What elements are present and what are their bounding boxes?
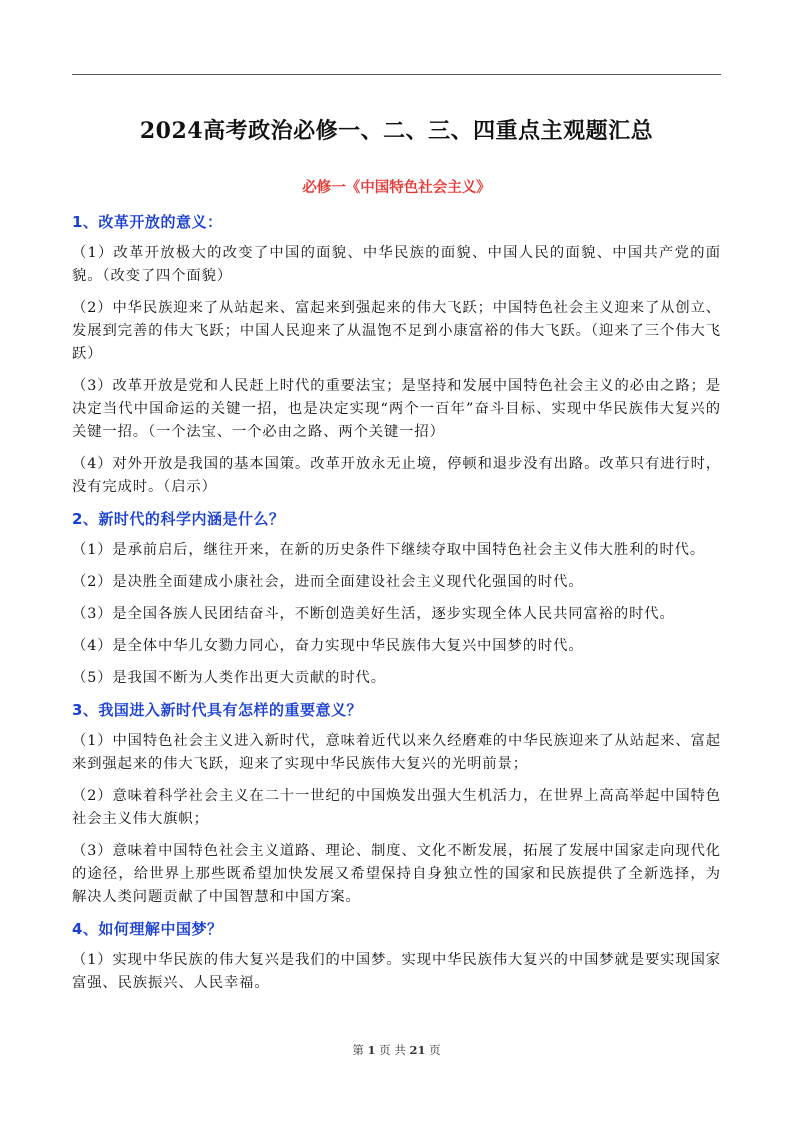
page-footer <box>0 1042 793 1058</box>
paragraph: （3）改革开放是党和人民赶上时代的重要法宝；是坚持和发展中国特色社会主义的必由之路；是决定当代中国命运的关键一招，也是决定实现“两个一百年”奋斗目标、实现中华民族伟大复兴的关键一招。（一个法宝、一个必由之路、两个关键一招） <box>72 378 721 440</box>
question-4 <box>72 918 721 995</box>
document-body <box>72 178 721 1004</box>
footer-total-pages: 21 <box>409 1043 426 1057</box>
paragraph: （1）是承前启后，继往开来，在新的历史条件下继续夺取中国特色社会主义伟大胜利的时代。 <box>72 542 706 558</box>
paragraph: （1）实现中华民族的伟大复兴是我们的中国梦。实现中华民族伟大复兴的中国梦就是要实现国家富强、民族振兴、人民幸福。 <box>72 952 721 991</box>
section-title: 必修一《中国特色社会主义》 <box>302 180 491 196</box>
paragraph: （4）对外开放是我国的基本国策。改革开放永无止境，停顿和退步没有出路。改革只有进行时，没有完成时。（启示） <box>72 456 721 495</box>
question-heading: 4、如何理解中国梦？ <box>72 920 223 938</box>
paragraph: （2）意味着科学社会主义在二十一世纪的中国焕发出强大生机活力，在世界上高高举起中国特色社会主义伟大旗帜； <box>72 788 721 827</box>
question-heading: 1、改革开放的意义： <box>72 213 223 231</box>
header-rule <box>72 74 721 75</box>
question-2 <box>72 508 721 690</box>
paragraph: （3）是全国各族人民团结奋斗，不断创造美好生活，逐步实现全体人民共同富裕的时代。 <box>72 606 675 622</box>
question-3 <box>72 699 721 909</box>
paragraph: （1）改革开放极大的改变了中国的面貌、中华民族的面貌、中国人民的面貌、中国共产党的面貌。（改变了四个面貌） <box>72 245 721 284</box>
question-1 <box>72 211 721 499</box>
paragraph: （1）中国特色社会主义进入新时代，意味着近代以来久经磨难的中华民族迎来了从站起来、富起来到强起来的伟大飞跃，迎来了实现中华民族伟大复兴的光明前景； <box>72 733 721 772</box>
footer-middle: 页 共 <box>379 1043 406 1057</box>
paragraph: （3）意味着中国特色社会主义道路、理论、制度、文化不断发展，拓展了发展中国家走向现代化的途径，给世界上那些既希望加快发展又希望保持自身独立性的国家和民族提供了全新选择，为解决人类问题贡献了中国智慧和中国方案。 <box>72 843 721 905</box>
question-heading: 3、我国进入新时代具有怎样的重要意义？ <box>72 701 362 719</box>
paragraph: （4）是全体中华儿女勠力同心，奋力实现中华民族伟大复兴中国梦的时代。 <box>72 638 584 654</box>
document-title: 2024高考政治必修一、二、三、四重点主观题汇总 <box>139 118 654 144</box>
footer-prefix: 第 <box>352 1043 364 1057</box>
footer-suffix: 页 <box>429 1043 441 1057</box>
question-heading: 2、新时代的科学内涵是什么？ <box>72 510 285 528</box>
paragraph: （5）是我国不断为人类作出更大贡献的时代。 <box>72 670 386 686</box>
paragraph: （2）中华民族迎来了从站起来、富起来到强起来的伟大飞跃；中国特色社会主义迎来了从创立、发展到完善的伟大飞跃；中国人民迎来了从温饱不足到小康富裕的伟大飞跃。（迎来了三个伟大飞跃） <box>72 300 721 362</box>
footer-page-number: 1 <box>367 1043 376 1057</box>
paragraph: （2）是决胜全面建成小康社会，进而全面建设社会主义现代化强国的时代。 <box>72 574 584 590</box>
